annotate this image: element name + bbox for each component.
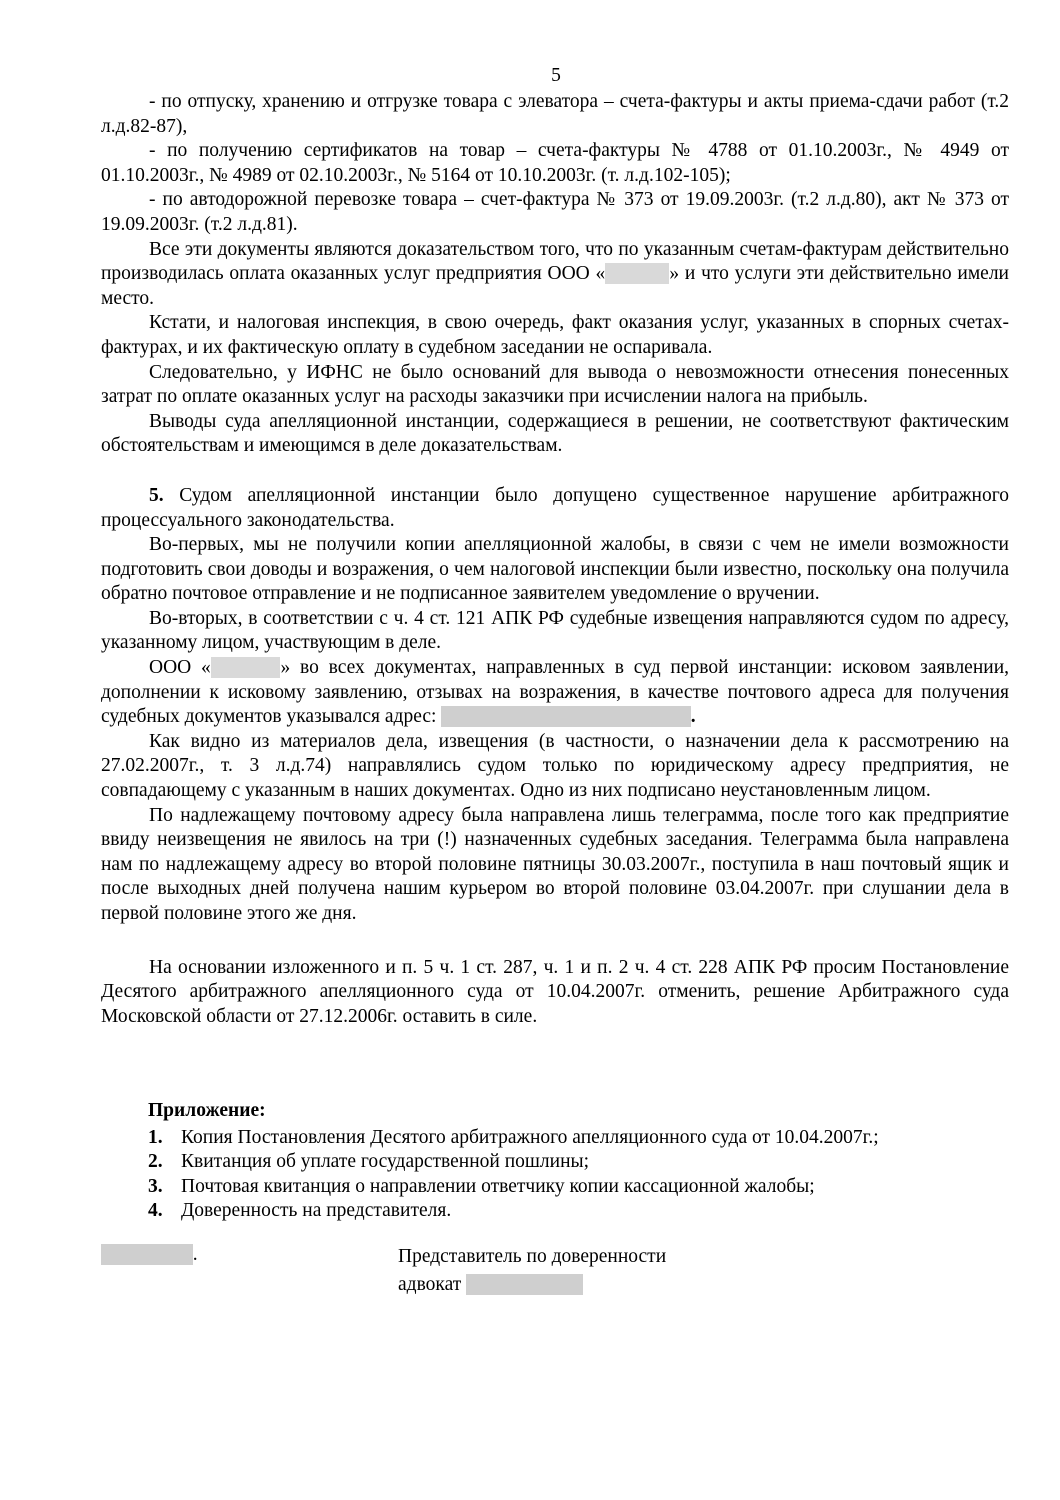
- list-item-number: 4.: [148, 1200, 163, 1222]
- appendix: [148, 1099, 1028, 1224]
- signature-role: Представитель по доверенности: [398, 1246, 667, 1267]
- list-item: [148, 1175, 1028, 1200]
- redacted-name: [466, 1274, 583, 1295]
- paragraph-telegram: По надлежащему почтовому адресу была направлена лишь телеграмма, после того как предприятие ввиду неизвещения не явилось на три (!) назначенных судебных заседания. Телеграмма была направлена нам по надлежащему адресу во второй половине пятницы 30.03.2007г., поступила в наш почтовый ящик и после выходных дней получена нашим курьером во второй половине 03.04.2007г. при слушании дела в первой половине этого же дня.: [101, 804, 1009, 924]
- paragraph-address: [101, 656, 1009, 730]
- appendix-heading: Приложение:: [148, 1100, 266, 1121]
- list-item-transport: - по автодорожной перевозке товара – счет-фактура № 373 от 19.09.2003г. (т.2 л.д.80), акт № 373 от 19.09.2003г. (т.2 л.д.81).: [101, 189, 1009, 235]
- signature-title: адвокат: [398, 1274, 467, 1295]
- list-item-text: Копия Постановления Десятого арбитражного апелляционного суда от 10.04.2007г.;: [181, 1126, 879, 1148]
- redacted-address: [441, 706, 691, 727]
- list-item-number: 1.: [148, 1126, 163, 1148]
- list-item-number: 2.: [148, 1151, 163, 1173]
- paragraph-conclusions: Выводы суда апелляционной инстанции, содержащиеся в решении, не соответствуют фактическим обстоятельствам и имеющимся в деле доказательствам.: [101, 410, 1009, 457]
- signature-date: [101, 1243, 198, 1268]
- paragraph-point-5: [101, 484, 1009, 533]
- list-item-text: Квитанция об уплате государственной пошлины;: [181, 1151, 590, 1173]
- signature-date-suffix: .: [192, 1244, 198, 1265]
- page-number: 5: [551, 65, 561, 86]
- signature-block: [398, 1243, 666, 1299]
- paragraph-address-text-b: » во всех документах, направленных в суд первой инстанции: исковом заявлении, дополнении к исковому заявлению, отзывах на возражения, в качестве почтового адреса для получения судебных документов указывался адрес:: [101, 657, 1010, 728]
- list-item-text: Доверенность на представителя.: [181, 1200, 452, 1222]
- list-item: [148, 1199, 1028, 1224]
- list-item-text: Почтовая квитанция о направлении ответчику копии кассационной жалобы;: [181, 1175, 815, 1197]
- redacted-company-name: [211, 657, 281, 678]
- list-item: [148, 1150, 1028, 1175]
- paragraph-tax-inspection: Кстати, и налоговая инспекция, в свою очередь, факт оказания услуг, указанных в спорных счетах-фактурах, и их фактическую оплату в судебном заседании не оспаривала.: [101, 312, 1009, 358]
- point-5-number: 5.: [149, 484, 164, 506]
- point-5-text: Судом апелляционной инстанции было допущено существенное нарушение арбитражного процессуального законодательства.: [101, 484, 1009, 531]
- redacted-date: [101, 1244, 193, 1265]
- paragraph-evidence-text-a: Все эти документы являются доказательством того, что по указанным счетам-фактурам действительно производилась оплата оказанных услуг предприятия ООО «: [101, 238, 1009, 285]
- paragraph-materials: Как видно из материалов дела, извещения (в частности, о назначении дела к рассмотрению на 27.02.2007г., т. 3 л.д.74) направлялись судом только по юридическому адресу предприятия, не совпадающему с указанным в наших документах. Одно из них подписано неустановленным лицом.: [101, 730, 1009, 802]
- paragraph-request: На основании изложенного и п. 5 ч. 1 ст. 287, ч. 1 и п. 2 ч. 4 ст. 228 АПК РФ просим Постановление Десятого арбитражного апелляционного суда от 10.04.2007г. отменить, решение Арбитражного суда Московской области от 27.12.2006г. оставить в силе.: [101, 956, 1009, 1027]
- list-item: [148, 1126, 1028, 1151]
- signature-name-line: [398, 1271, 666, 1299]
- paragraph-first: Во-первых, мы не получили копии апелляционной жалобы, в связи с чем не имели возможности подготовить свои доводы и возражения, о чем налоговой инспекции были известно, поскольку она получила обратно почтовое отправление и не подписанное заявителем уведомление о вручении.: [101, 534, 1009, 605]
- list-item-elevator: - по отпуску, хранению и отгрузке товара с элеватора – счета-фактуры и акты приема-сдачи работ (т.2 л.д.82-87),: [101, 91, 1009, 137]
- appendix-list: [148, 1126, 1028, 1224]
- paragraph-consequently: Следовательно, у ИФНС не было оснований для вывода о невозможности отнесения понесенных затрат по оплате оказанных услуг на расходы заказчики при исчислении налога на прибыль.: [101, 361, 1009, 408]
- list-item-number: 3.: [148, 1175, 163, 1197]
- redacted-company-name: [605, 263, 669, 284]
- document-body: [101, 90, 1009, 1029]
- paragraph-address-text-a: ООО «: [149, 657, 211, 679]
- list-item-certificates: - по получению сертификатов на товар – счета-фактуры № 4788 от 01.10.2003г., № 4949 от 01.10.2003г., № 4989 от 02.10.2003г., № 5164 от 10.10.2003г. (т. л.д.102-105);: [101, 140, 1009, 186]
- paragraph-evidence: [101, 238, 1009, 312]
- paragraph-evidence-text-b: » и что услуги эти действительно имели место.: [101, 263, 1009, 309]
- paragraph-second: Во-вторых, в соответствии с ч. 4 ст. 121 АПК РФ судебные извещения направляются судом по адресу, указанному лицом, участвующим в деле.: [101, 607, 1009, 654]
- paragraph-address-end: .: [690, 706, 696, 728]
